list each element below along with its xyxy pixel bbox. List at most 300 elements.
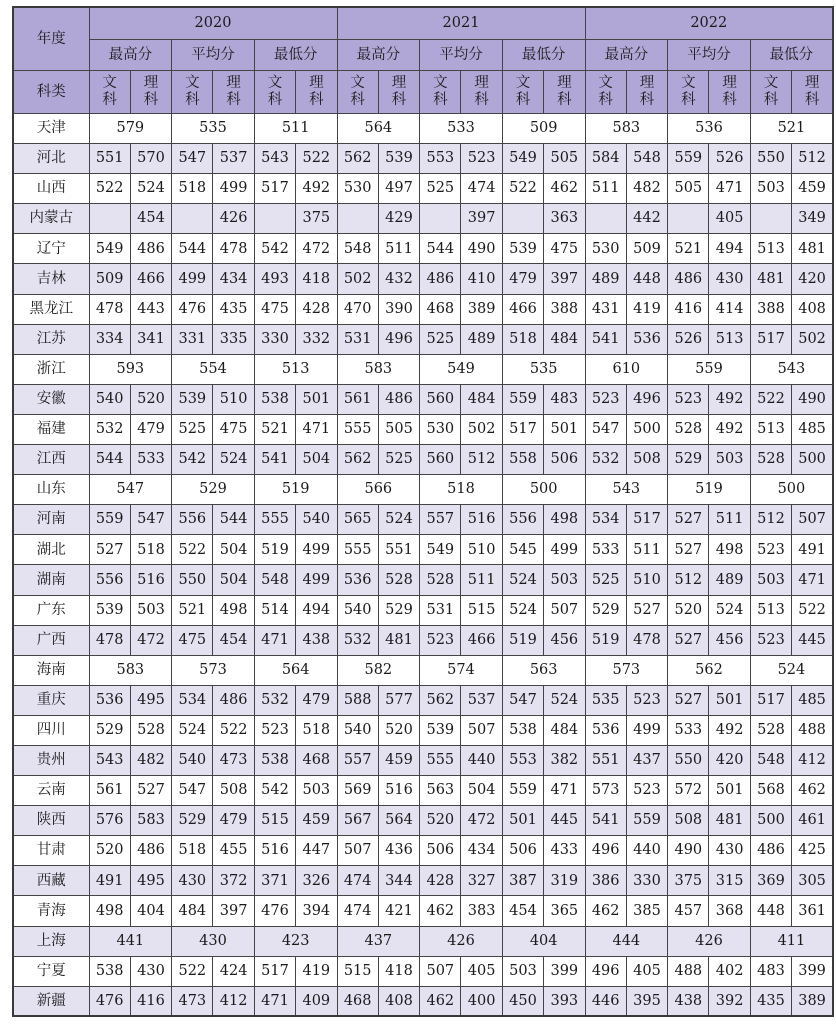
score-cell: 517: [502, 414, 543, 444]
score-cell-merged: 579: [89, 114, 172, 144]
score-cell: 548: [254, 565, 295, 595]
score-cell: 402: [709, 956, 750, 986]
score-cell: 440: [461, 745, 502, 775]
score-cell: 558: [502, 445, 543, 475]
score-cell: 388: [544, 294, 585, 324]
subject-char: 理: [557, 74, 572, 91]
province-name: 山东: [13, 475, 89, 505]
table-row: [13, 896, 833, 926]
table-row: [13, 414, 833, 444]
score-cell: 371: [254, 866, 295, 896]
score-cell: 524: [378, 505, 419, 535]
subject-liberal-arts: [420, 71, 461, 114]
score-cell: 540: [337, 715, 378, 745]
score-cell: 489: [461, 324, 502, 354]
province-name: 西藏: [13, 866, 89, 896]
score-cell: 538: [502, 715, 543, 745]
score-cell: 478: [89, 625, 130, 655]
subject-liberal-arts: [172, 71, 213, 114]
score-cell: 503: [750, 174, 791, 204]
metric-header: 最低分: [502, 40, 585, 71]
province-name: 重庆: [13, 685, 89, 715]
score-cell: [502, 204, 543, 234]
table-row: [13, 806, 833, 836]
score-cell: 527: [668, 535, 709, 565]
score-cell: 445: [544, 806, 585, 836]
score-cell: 523: [254, 715, 295, 745]
score-cell: 526: [668, 324, 709, 354]
score-cell: 527: [668, 505, 709, 535]
score-cell: 533: [668, 715, 709, 745]
score-cell: 553: [420, 144, 461, 174]
score-cell: 395: [626, 986, 667, 1016]
table-row: [13, 595, 833, 625]
score-cell-merged: 554: [172, 354, 255, 384]
score-cell: 488: [668, 956, 709, 986]
score-cell: 538: [254, 384, 295, 414]
score-cell: 533: [130, 445, 171, 475]
score-cell: 502: [337, 264, 378, 294]
year-header-row: [13, 7, 833, 40]
score-cell: 484: [544, 715, 585, 745]
score-cell: 510: [213, 384, 254, 414]
score-cell: 508: [626, 445, 667, 475]
score-cell: 523: [585, 384, 626, 414]
score-cell: 483: [750, 956, 791, 986]
score-cell: 404: [130, 896, 171, 926]
score-cell: 405: [461, 956, 502, 986]
score-cell: 526: [709, 144, 750, 174]
score-cell: 484: [172, 896, 213, 926]
province-name: 浙江: [13, 354, 89, 384]
score-cell: 524: [502, 565, 543, 595]
score-cell: 435: [213, 294, 254, 324]
score-cell: 409: [296, 986, 337, 1016]
table-row: [13, 475, 833, 505]
score-cell: 442: [626, 204, 667, 234]
score-cell: 472: [461, 806, 502, 836]
score-cell: 528: [750, 715, 791, 745]
score-cell: 517: [750, 324, 791, 354]
score-cell: 532: [337, 625, 378, 655]
score-cell: 529: [668, 445, 709, 475]
score-cell: 492: [709, 414, 750, 444]
score-cell: 539: [172, 384, 213, 414]
province-name: 四川: [13, 715, 89, 745]
score-cell: 544: [89, 445, 130, 475]
score-cell: 501: [709, 685, 750, 715]
score-cell: 540: [296, 505, 337, 535]
score-cell: 478: [89, 294, 130, 324]
subject-char: 科: [102, 92, 117, 108]
score-cell: 471: [544, 776, 585, 806]
subject-char: 理: [143, 74, 159, 91]
score-cell: 483: [544, 384, 585, 414]
score-cell: 466: [461, 625, 502, 655]
subject-liberal-arts: [668, 71, 709, 114]
score-cell: 503: [750, 565, 791, 595]
score-cell: 548: [337, 234, 378, 264]
score-cell: 515: [337, 956, 378, 986]
subject-char: 理: [722, 74, 737, 91]
score-cell: [89, 204, 130, 234]
score-cell: 447: [296, 836, 337, 866]
subject-char: 科: [681, 92, 696, 108]
subject-liberal-arts: [89, 71, 130, 114]
score-cell: 466: [502, 294, 543, 324]
score-cell: 405: [626, 956, 667, 986]
table-row: [13, 866, 833, 896]
score-cell: 486: [130, 234, 171, 264]
score-cell: 363: [544, 204, 585, 234]
score-cell: 475: [172, 625, 213, 655]
score-cell: 511: [626, 535, 667, 565]
table-row: [13, 535, 833, 565]
score-cell: 530: [420, 414, 461, 444]
subject-liberal-arts: [502, 71, 543, 114]
subject-char: 文: [350, 74, 365, 91]
score-cell: 550: [668, 745, 709, 775]
score-cell: 518: [130, 535, 171, 565]
score-cell: 490: [668, 836, 709, 866]
subject-char: 科: [185, 92, 200, 108]
subject-science: [461, 71, 502, 114]
score-cell: 489: [585, 264, 626, 294]
score-cell: 522: [296, 144, 337, 174]
score-cell: 397: [544, 264, 585, 294]
score-cell: 529: [585, 595, 626, 625]
score-cell-merged: 511: [254, 114, 337, 144]
subject-char: 理: [474, 74, 489, 91]
province-name: 安徽: [13, 384, 89, 414]
score-cell: 471: [254, 625, 295, 655]
score-cell: 562: [337, 445, 378, 475]
score-cell: 498: [89, 896, 130, 926]
score-cell-merged: 583: [337, 354, 420, 384]
score-cell-merged: 404: [502, 926, 585, 956]
score-cell: 521: [172, 595, 213, 625]
score-cell: 539: [89, 595, 130, 625]
score-cell: 424: [213, 956, 254, 986]
score-cell: 524: [172, 715, 213, 745]
score-cell: 418: [296, 264, 337, 294]
score-cell: 565: [337, 505, 378, 535]
subject-header-row: [13, 71, 833, 114]
score-cell: 503: [709, 445, 750, 475]
score-cell: 499: [544, 535, 585, 565]
score-cell: 479: [502, 264, 543, 294]
score-cell: 486: [420, 264, 461, 294]
score-cell: 525: [420, 324, 461, 354]
score-cell: 547: [502, 685, 543, 715]
score-cell: 528: [378, 565, 419, 595]
score-cell: 507: [792, 505, 833, 535]
province-name: 海南: [13, 655, 89, 685]
score-cell: 527: [130, 776, 171, 806]
score-cell: 490: [461, 234, 502, 264]
score-cell: 462: [420, 986, 461, 1016]
table-row: [13, 956, 833, 986]
score-cell: 419: [626, 294, 667, 324]
score-cell: 506: [502, 836, 543, 866]
subject-liberal-arts: [750, 71, 791, 114]
score-cell: 486: [130, 836, 171, 866]
score-cell-merged: 573: [585, 655, 668, 685]
score-cell: 420: [709, 745, 750, 775]
score-cell: 520: [668, 595, 709, 625]
score-cell: 397: [213, 896, 254, 926]
province-name: 辽宁: [13, 234, 89, 264]
score-cell: 559: [668, 144, 709, 174]
metric-header: 平均分: [668, 40, 751, 71]
score-cell: 524: [213, 445, 254, 475]
score-cell: 528: [668, 414, 709, 444]
score-cell: 504: [461, 776, 502, 806]
subject-char: 文: [681, 74, 696, 91]
score-cell: 498: [709, 535, 750, 565]
score-cell: 428: [420, 866, 461, 896]
score-cell: 522: [750, 384, 791, 414]
score-cell: 405: [709, 204, 750, 234]
score-cell-merged: 610: [585, 354, 668, 384]
subject-char: 科: [267, 92, 283, 108]
score-cell: 525: [378, 445, 419, 475]
score-cell: 517: [254, 956, 295, 986]
score-cell: 588: [337, 685, 378, 715]
score-cell: 505: [544, 144, 585, 174]
score-cell-merged: 573: [172, 655, 255, 685]
province-name: 广西: [13, 625, 89, 655]
score-cell: 556: [502, 505, 543, 535]
score-cell: 475: [213, 414, 254, 444]
score-cell: 517: [254, 174, 295, 204]
score-cell: 489: [709, 565, 750, 595]
score-cell: 518: [296, 715, 337, 745]
score-cell: 433: [544, 836, 585, 866]
score-cell-merged: 582: [337, 655, 420, 685]
score-cell: 549: [89, 234, 130, 264]
score-cell: 434: [461, 836, 502, 866]
score-cell: 426: [213, 204, 254, 234]
score-cell: 504: [213, 535, 254, 565]
table-row: [13, 986, 833, 1016]
score-cell: 438: [668, 986, 709, 1016]
score-cell: 518: [502, 324, 543, 354]
score-cell: 326: [296, 866, 337, 896]
subject-science: [296, 71, 337, 114]
score-cell-merged: 536: [668, 114, 751, 144]
score-cell: 509: [626, 234, 667, 264]
score-cell: 472: [130, 625, 171, 655]
score-cell: 493: [254, 264, 295, 294]
score-cell: 505: [668, 174, 709, 204]
score-cell: 576: [89, 806, 130, 836]
score-cell: 521: [668, 234, 709, 264]
subject-science: [626, 71, 667, 114]
score-cell: 410: [461, 264, 502, 294]
metric-header: 最低分: [750, 40, 833, 71]
score-cell: 516: [130, 565, 171, 595]
score-cell: 459: [296, 806, 337, 836]
score-cell: 498: [544, 505, 585, 535]
score-cell: 541: [585, 806, 626, 836]
score-cell: 462: [544, 174, 585, 204]
metric-header: 平均分: [172, 40, 255, 71]
score-cell: 540: [89, 384, 130, 414]
score-cell: 492: [709, 715, 750, 745]
score-cell: 474: [461, 174, 502, 204]
score-cell: 525: [420, 174, 461, 204]
score-cell: 501: [544, 414, 585, 444]
score-cell: 539: [502, 234, 543, 264]
score-cell: 462: [792, 776, 833, 806]
score-cell: 399: [792, 956, 833, 986]
score-cell: [254, 204, 295, 234]
score-cell: 448: [750, 896, 791, 926]
subject-char: 文: [763, 74, 779, 91]
table-row: [13, 174, 833, 204]
score-cell: 432: [378, 264, 419, 294]
score-cell: 534: [585, 505, 626, 535]
table-row: [13, 445, 833, 475]
subject-science: [130, 71, 171, 114]
score-cell: 473: [213, 745, 254, 775]
score-cell: 542: [254, 234, 295, 264]
score-cell: 561: [337, 384, 378, 414]
score-cell: 456: [544, 625, 585, 655]
score-cell: 397: [461, 204, 502, 234]
province-name: 青海: [13, 896, 89, 926]
score-cell: 474: [337, 896, 378, 926]
score-cell: 420: [792, 264, 833, 294]
score-cell: 438: [296, 625, 337, 655]
score-cell: 335: [213, 324, 254, 354]
subject-char: 理: [309, 74, 324, 91]
score-cell: 344: [378, 866, 419, 896]
score-cell: 488: [792, 715, 833, 745]
province-name: 上海: [13, 926, 89, 956]
score-cell: 478: [213, 234, 254, 264]
table-row: [13, 715, 833, 745]
score-cell: 548: [750, 745, 791, 775]
score-cell: 551: [89, 144, 130, 174]
score-cell: 485: [792, 685, 833, 715]
score-cell-merged: 535: [502, 354, 585, 384]
score-cell-merged: 423: [254, 926, 337, 956]
score-cell: 544: [172, 234, 213, 264]
score-cell: 555: [420, 745, 461, 775]
score-cell: 490: [792, 384, 833, 414]
score-cell: 562: [337, 144, 378, 174]
score-cell: 416: [130, 986, 171, 1016]
score-cell: 572: [668, 776, 709, 806]
score-cell: 568: [750, 776, 791, 806]
province-name: 湖南: [13, 565, 89, 595]
table-header: [13, 7, 833, 114]
score-cell: 500: [792, 445, 833, 475]
score-cell: 528: [750, 445, 791, 475]
score-cell-merged: 564: [254, 655, 337, 685]
score-cell: 523: [461, 144, 502, 174]
table-row: [13, 204, 833, 234]
score-cell-merged: 543: [750, 354, 833, 384]
score-cell: 556: [172, 505, 213, 535]
score-cell: 551: [378, 535, 419, 565]
score-cell: 540: [337, 595, 378, 625]
score-cell: 473: [172, 986, 213, 1016]
score-cell: 506: [420, 836, 461, 866]
score-cell: 412: [792, 745, 833, 775]
score-cell: 522: [172, 956, 213, 986]
score-cell: [668, 204, 709, 234]
score-cell: 536: [337, 565, 378, 595]
table-row: [13, 565, 833, 595]
score-cell: 392: [709, 986, 750, 1016]
score-cell: 501: [502, 806, 543, 836]
score-cell: 466: [130, 264, 171, 294]
score-cell: 430: [172, 866, 213, 896]
score-cell: 430: [709, 264, 750, 294]
table-body: [13, 114, 833, 1017]
table-row: [13, 294, 833, 324]
score-cell: 550: [750, 144, 791, 174]
score-cell: 455: [213, 836, 254, 866]
score-cell: 478: [626, 625, 667, 655]
score-cell-merged: 411: [750, 926, 833, 956]
score-cell: 524: [502, 595, 543, 625]
score-cell: 334: [89, 324, 130, 354]
score-cell: 531: [337, 324, 378, 354]
score-cell: 509: [89, 264, 130, 294]
subject-char: 文: [515, 74, 531, 91]
score-cell-merged: 430: [172, 926, 255, 956]
score-cell: 445: [792, 625, 833, 655]
score-cell: 519: [585, 625, 626, 655]
score-cell: 538: [89, 956, 130, 986]
score-cell: 532: [89, 414, 130, 444]
score-cell-merged: 535: [172, 114, 255, 144]
score-cell: 532: [585, 445, 626, 475]
score-cell: [750, 204, 791, 234]
score-cell: 532: [254, 685, 295, 715]
score-cell-merged: 583: [89, 655, 172, 685]
score-cell: 499: [213, 174, 254, 204]
score-cell: 495: [130, 866, 171, 896]
score-cell: 435: [750, 986, 791, 1016]
score-cell: 500: [750, 806, 791, 836]
score-cell: 499: [626, 715, 667, 745]
score-cell-merged: 549: [420, 354, 503, 384]
subject-char: 科: [143, 92, 159, 108]
province-name: 江苏: [13, 324, 89, 354]
score-cell: 425: [792, 836, 833, 866]
score-cell-merged: 593: [89, 354, 172, 384]
score-cell: 476: [254, 896, 295, 926]
subject-liberal-arts: [337, 71, 378, 114]
score-cell: 430: [709, 836, 750, 866]
score-cell: 471: [296, 414, 337, 444]
subject-char: 文: [102, 74, 117, 91]
province-name: 内蒙古: [13, 204, 89, 234]
score-cell: 539: [420, 715, 461, 745]
score-cell: 540: [172, 745, 213, 775]
score-cell: 496: [626, 384, 667, 414]
score-cell: 542: [254, 776, 295, 806]
score-cell: 537: [461, 685, 502, 715]
province-name: 甘肃: [13, 836, 89, 866]
score-cell: 519: [254, 535, 295, 565]
score-cell: 494: [296, 595, 337, 625]
